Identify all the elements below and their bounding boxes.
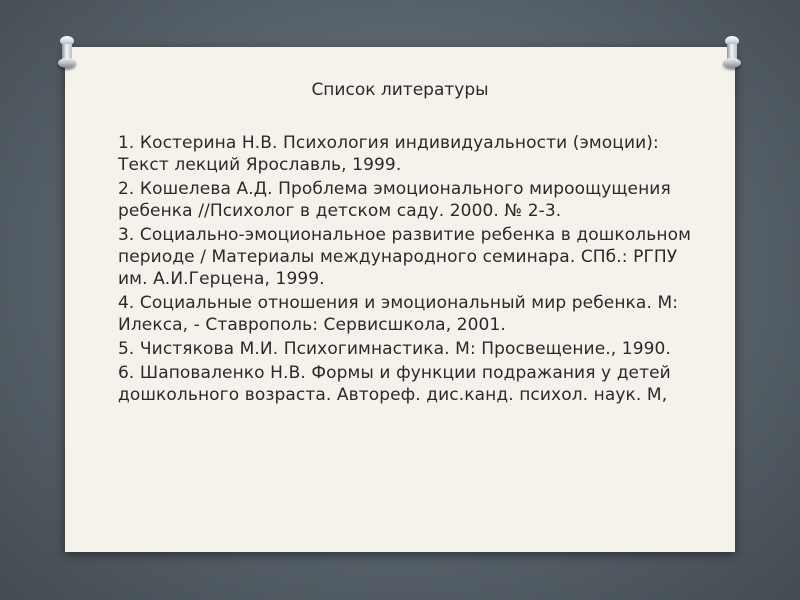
- page-title: Список литературы: [311, 80, 489, 100]
- reference-item: 1. Костерина Н.В. Психология индивидуальности (эмоции): Текст лекций Ярославль, 1999.: [118, 133, 659, 175]
- reference-list: [118, 132, 708, 408]
- reference-item: 2. Кошелева А.Д. Проблема эмоционального мироощущения ребенка //Психолог в детском саду. 2000. № 2-3.: [118, 179, 671, 221]
- reference-item: 5. Чистякова М.И. Психогимнастика. М: Просвещение., 1990.: [118, 339, 671, 359]
- right-pushpin-icon: [723, 36, 741, 70]
- reference-item: 3. Социально-эмоциональное развитие ребенка в дошкольном периоде / Материалы международного семинара. СПб.: РГПУ им. А.И.Герцена, 1999.: [118, 225, 691, 289]
- left-pushpin-icon: [58, 36, 76, 70]
- reference-item: 4. Социальные отношения и эмоциональный мир ребенка. М: Илекса, - Ставрополь: Сервисшкола, 2001.: [118, 293, 679, 335]
- reference-item: 6. Шаповаленко Н.В. Формы и функции подражания у детей дошкольного возраста. Автореф. дис.канд. психол. наук. М,: [118, 363, 671, 405]
